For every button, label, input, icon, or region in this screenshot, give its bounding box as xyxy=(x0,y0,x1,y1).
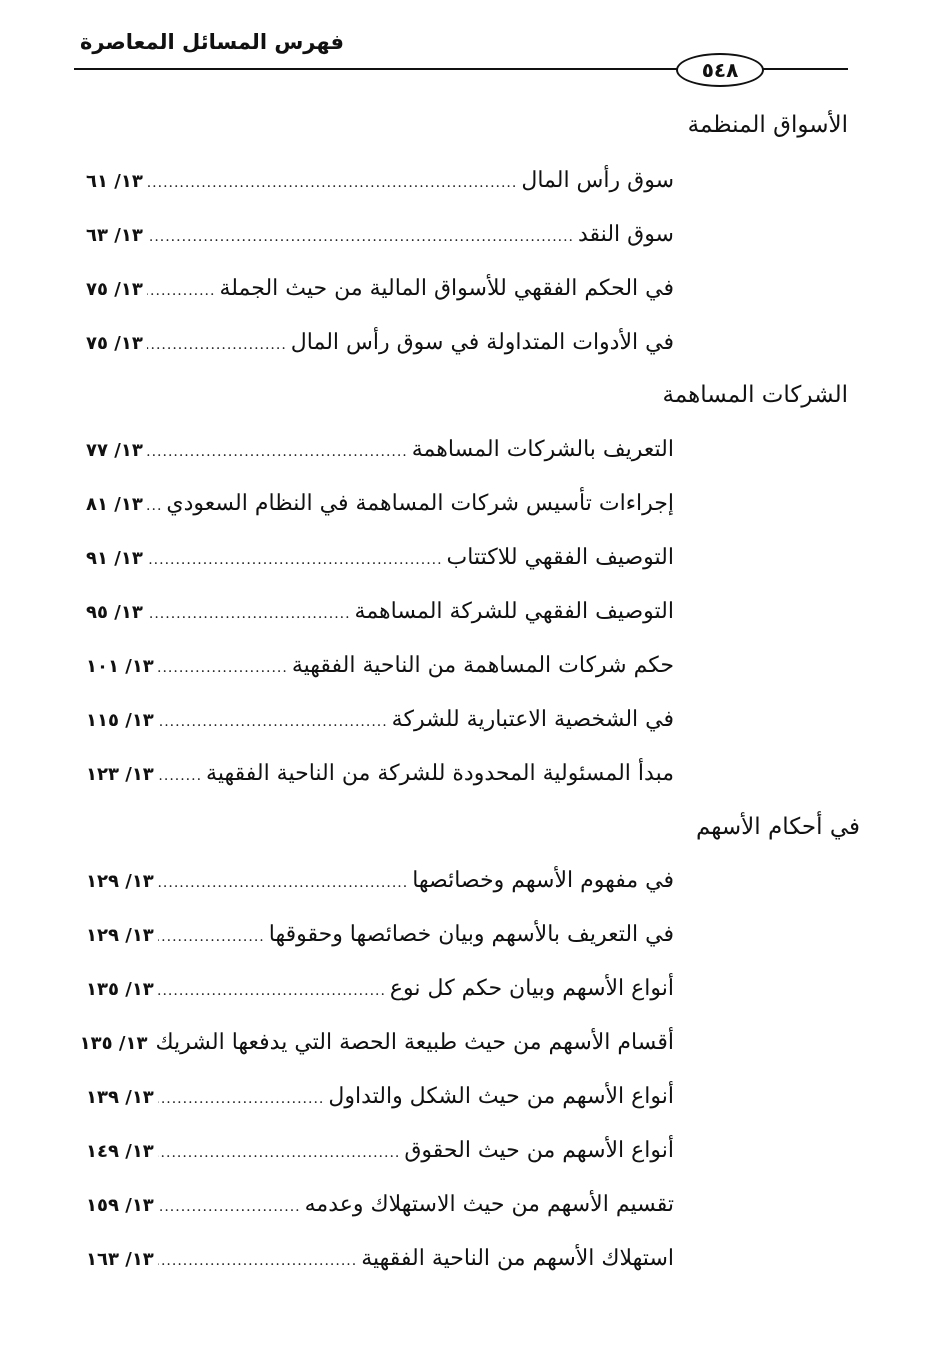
entry-title: أنواع الأسهم من حيث الحقوق xyxy=(404,1138,674,1163)
entry-page-ref: ١٣/ ١٤٩ xyxy=(86,1141,154,1162)
dot-leader xyxy=(158,660,288,676)
dot-leader xyxy=(158,983,386,999)
section-heading: في أحكام الأسهم xyxy=(695,814,860,840)
entry-page-ref: ١٣/ ١١٥ xyxy=(86,710,154,731)
dot-leader xyxy=(147,606,351,622)
dot-leader xyxy=(147,283,216,299)
index-entry xyxy=(86,1192,674,1228)
index-entry xyxy=(86,1246,674,1282)
entry-title: التوصيف الفقهي للشركة المساهمة xyxy=(354,599,674,624)
entry-page-ref: ١٣/ ١٥٩ xyxy=(86,1195,154,1216)
index-entry xyxy=(86,868,674,904)
entry-page-ref: ١٣/ ٧٥ xyxy=(86,279,143,300)
entry-title: التعريف بالشركات المساهمة xyxy=(411,437,674,462)
entry-title: حكم شركات المساهمة من الناحية الفقهية xyxy=(291,653,674,678)
dot-leader xyxy=(147,498,163,514)
index-entry xyxy=(86,599,674,635)
section-heading: الشركات المساهمة xyxy=(662,382,848,408)
dot-leader xyxy=(158,1199,301,1215)
entry-title: في الأدوات المتداولة في سوق رأس المال xyxy=(290,330,674,355)
index-entry xyxy=(86,976,674,1012)
dot-leader xyxy=(158,768,202,784)
entry-title: أقسام الأسهم من حيث طبيعة الحصة التي يدفعها الشريك xyxy=(155,1030,674,1055)
index-entry xyxy=(86,276,674,312)
entry-title: إجراءات تأسيس شركات المساهمة في النظام السعودي xyxy=(166,491,674,516)
dot-leader xyxy=(158,714,388,730)
entry-title: التوصيف الفقهي للاكتتاب xyxy=(446,545,674,570)
entry-title: في الشخصية الاعتبارية للشركة xyxy=(391,707,674,732)
page-number-badge xyxy=(676,53,764,87)
entry-page-ref: ١٣/ ١٣٥ xyxy=(86,979,154,1000)
entry-title: في الحكم الفقهي للأسواق المالية من حيث الجملة xyxy=(219,276,674,301)
entry-title: في التعريف بالأسهم وبيان خصائصها وحقوقها xyxy=(268,922,674,947)
index-entry xyxy=(86,491,674,527)
entry-page-ref: ١٣/ ١٢٩ xyxy=(86,925,154,946)
entry-page-ref: ١٣/ ٩٥ xyxy=(86,602,143,623)
entry-page-ref: ١٣/ ٦١ xyxy=(86,171,143,192)
index-entry xyxy=(86,1084,674,1120)
dot-leader xyxy=(158,1145,401,1161)
index-entry xyxy=(86,1138,674,1174)
entry-title: سوق رأس المال xyxy=(521,168,674,193)
entry-title: أنواع الأسهم من حيث الشكل والتداول xyxy=(328,1084,674,1109)
entry-title: مبدأ المسئولية المحدودة للشركة من الناحية الفقهية xyxy=(206,761,674,786)
section-heading: الأسواق المنظمة xyxy=(687,112,848,138)
dot-leader xyxy=(158,875,408,891)
entry-title: أنواع الأسهم وبيان حكم كل نوع xyxy=(389,976,674,1001)
dot-leader xyxy=(158,1091,325,1107)
index-entry xyxy=(86,437,674,473)
entry-page-ref: ١٣/ ١٦٣ xyxy=(86,1249,154,1270)
entry-title: سوق النقد xyxy=(578,222,674,247)
dot-leader xyxy=(158,1253,357,1269)
entry-page-ref: ١٣/ ١٢٩ xyxy=(86,871,154,892)
index-entry xyxy=(86,707,674,743)
entry-page-ref: ١٣/ ١٠١ xyxy=(86,656,154,677)
dot-leader xyxy=(147,175,518,191)
entry-page-ref: ١٣/ ٩١ xyxy=(86,548,143,569)
entry-page-ref: ١٣/ ١٣٥ xyxy=(79,1033,148,1054)
entry-title: استهلاك الأسهم من الناحية الفقهية xyxy=(361,1246,674,1271)
index-entry xyxy=(86,330,674,366)
entry-page-ref: ١٣/ ٦٣ xyxy=(86,225,143,246)
entry-page-ref: ١٣/ ٨١ xyxy=(86,494,143,515)
dot-leader xyxy=(147,552,443,568)
page-number: ٥٤٨ xyxy=(701,58,739,82)
index-entry xyxy=(86,761,674,797)
entry-page-ref: ١٣/ ١٣٩ xyxy=(86,1087,154,1108)
dot-leader xyxy=(158,929,265,945)
entry-title: في مفهوم الأسهم وخصائصها xyxy=(412,868,674,893)
index-entry xyxy=(86,922,674,958)
entry-page-ref: ١٣/ ١٢٣ xyxy=(86,764,154,785)
dot-leader xyxy=(147,337,287,353)
index-entry xyxy=(86,168,674,204)
index-entry xyxy=(86,545,674,581)
index-entry xyxy=(86,653,674,689)
index-entry xyxy=(86,222,674,258)
running-header-title: فهرس المسائل المعاصرة xyxy=(80,30,344,54)
entry-page-ref: ١٣/ ٧٥ xyxy=(86,333,143,354)
dot-leader xyxy=(147,229,574,245)
dot-leader xyxy=(147,444,408,460)
index-entry xyxy=(79,1030,674,1066)
entry-title: تقسيم الأسهم من حيث الاستهلاك وعدمه xyxy=(304,1192,674,1217)
entry-page-ref: ١٣/ ٧٧ xyxy=(86,440,143,461)
